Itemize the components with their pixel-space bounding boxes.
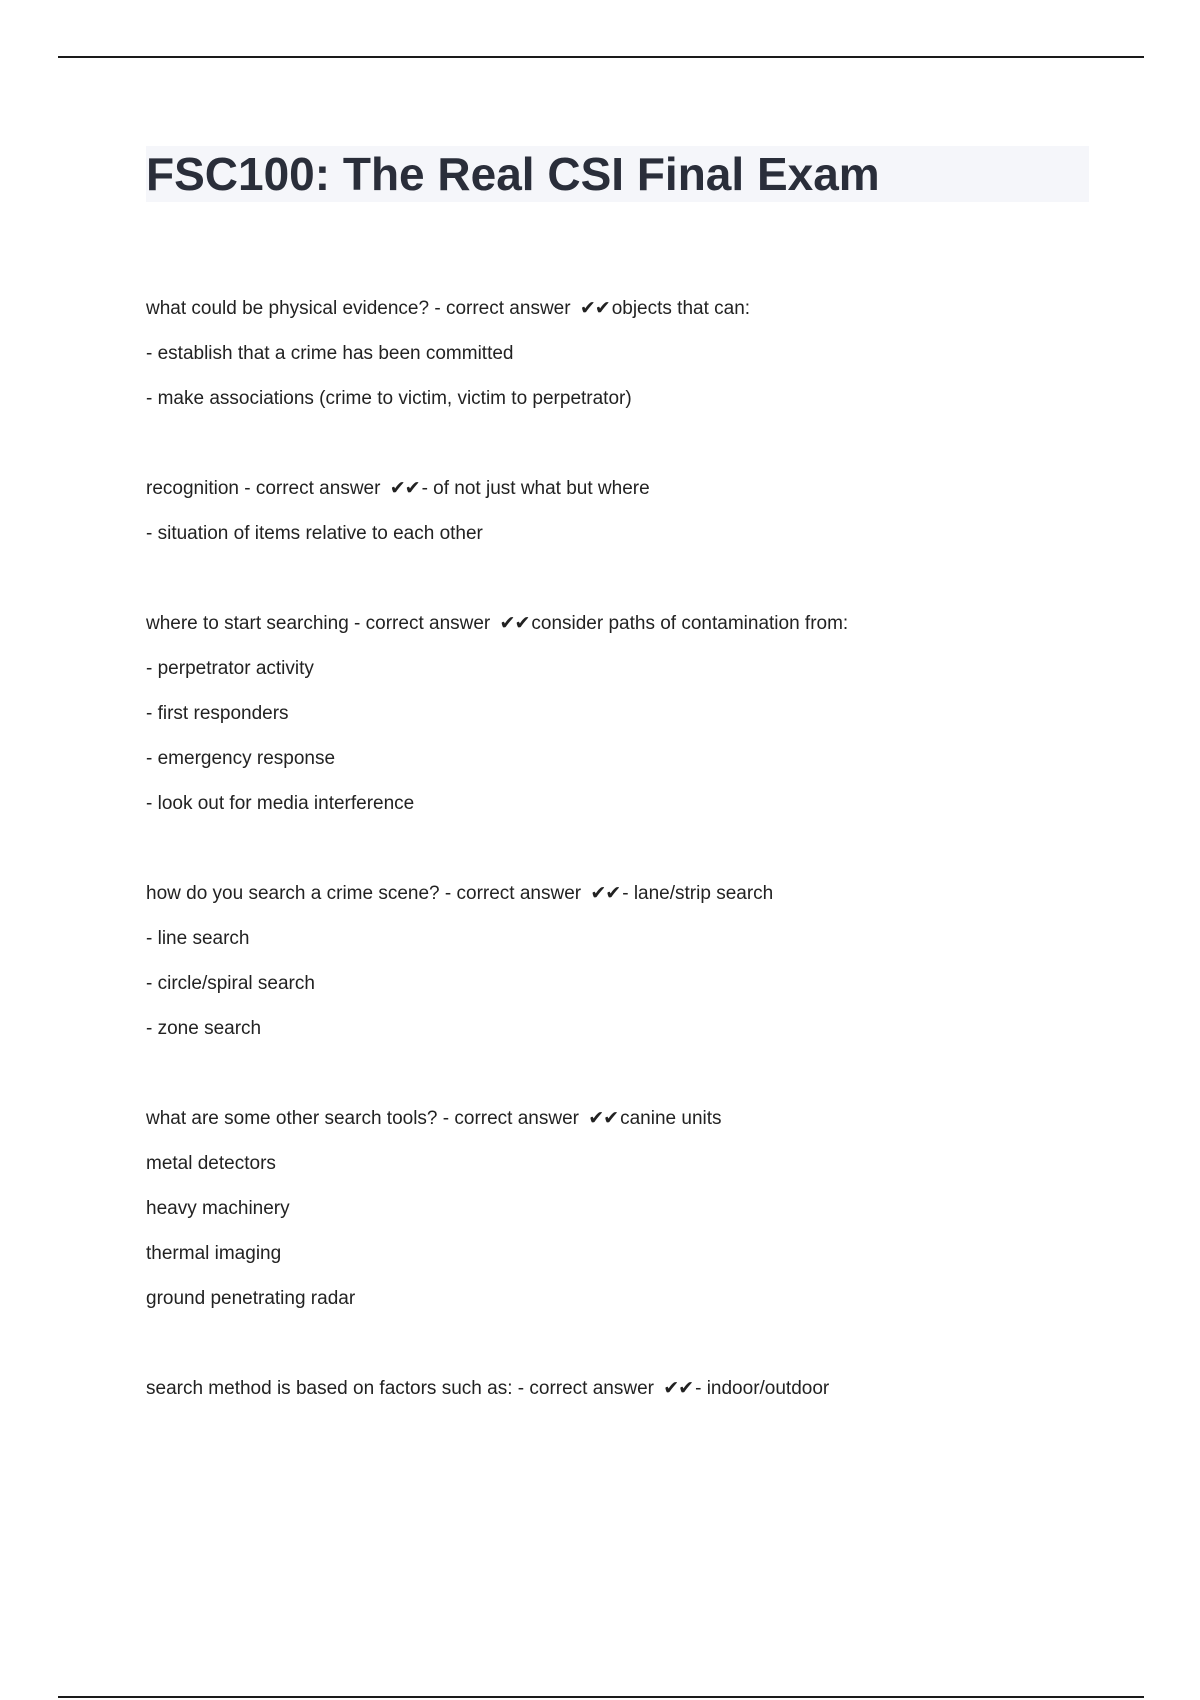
double-check-icon: ✔✔ <box>499 613 530 634</box>
detail-line: heavy machinery <box>146 1198 290 1219</box>
qa-item <box>146 1096 1086 1321</box>
double-check-icon: ✔✔ <box>588 1108 619 1129</box>
detail-line: - establish that a crime has been committed <box>146 343 514 364</box>
question-text: search method is based on factors such as: <box>146 1378 513 1399</box>
question-text: where to start searching <box>146 613 349 634</box>
qa-list <box>146 286 1086 1456</box>
question-text: what are some other search tools? <box>146 1108 438 1129</box>
qa-item <box>146 286 1086 421</box>
answer-text: - indoor/outdoor <box>695 1378 830 1399</box>
answer-marker: - correct answer <box>434 298 571 319</box>
detail-line: - first responders <box>146 703 289 724</box>
detail-line: ground penetrating radar <box>146 1288 356 1309</box>
question-line <box>146 1096 1086 1141</box>
question-line <box>146 466 1086 511</box>
qa-item <box>146 601 1086 826</box>
footer-rule <box>58 1696 1144 1698</box>
detail-line: - perpetrator activity <box>146 658 314 679</box>
question-text: how do you search a crime scene? <box>146 883 440 904</box>
detail-line: metal detectors <box>146 1153 276 1174</box>
title-banner <box>146 146 1089 202</box>
qa-item <box>146 871 1086 1051</box>
detail-line: - make associations (crime to victim, victim to perpetrator) <box>146 388 632 409</box>
qa-item <box>146 1366 1086 1411</box>
detail-line: - zone search <box>146 1018 262 1039</box>
answer-text: canine units <box>620 1108 722 1129</box>
answer-marker: - correct answer <box>354 613 491 634</box>
question-line <box>146 1366 1086 1411</box>
answer-marker: - correct answer <box>444 883 582 904</box>
answer-text: - lane/strip search <box>622 883 774 904</box>
detail-line: - situation of items relative to each other <box>146 523 483 544</box>
double-check-icon: ✔✔ <box>590 883 621 904</box>
qa-item <box>146 466 1086 556</box>
question-text: what could be physical evidence? <box>146 298 430 319</box>
question-line <box>146 286 1086 331</box>
detail-line: - line search <box>146 928 250 949</box>
answer-text: - of not just what but where <box>421 478 650 499</box>
question-text: recognition <box>146 478 239 499</box>
answer-text: consider paths of contamination from: <box>531 613 849 634</box>
detail-line: - emergency response <box>146 748 336 769</box>
answer-marker: - correct answer <box>442 1108 579 1129</box>
detail-line: - circle/spiral search <box>146 973 315 994</box>
page-title: FSC100: The Real CSI Final Exam <box>146 148 880 200</box>
question-line <box>146 871 1086 916</box>
double-check-icon: ✔✔ <box>663 1378 694 1399</box>
question-line <box>146 601 1086 646</box>
answer-text: objects that can: <box>611 298 751 319</box>
detail-line: - look out for media interference <box>146 793 415 814</box>
double-check-icon: ✔✔ <box>389 478 420 499</box>
answer-marker: - correct answer <box>244 478 381 499</box>
double-check-icon: ✔✔ <box>579 298 610 319</box>
answer-marker: - correct answer <box>517 1378 654 1399</box>
detail-line: thermal imaging <box>146 1243 282 1264</box>
header-rule <box>58 56 1144 58</box>
